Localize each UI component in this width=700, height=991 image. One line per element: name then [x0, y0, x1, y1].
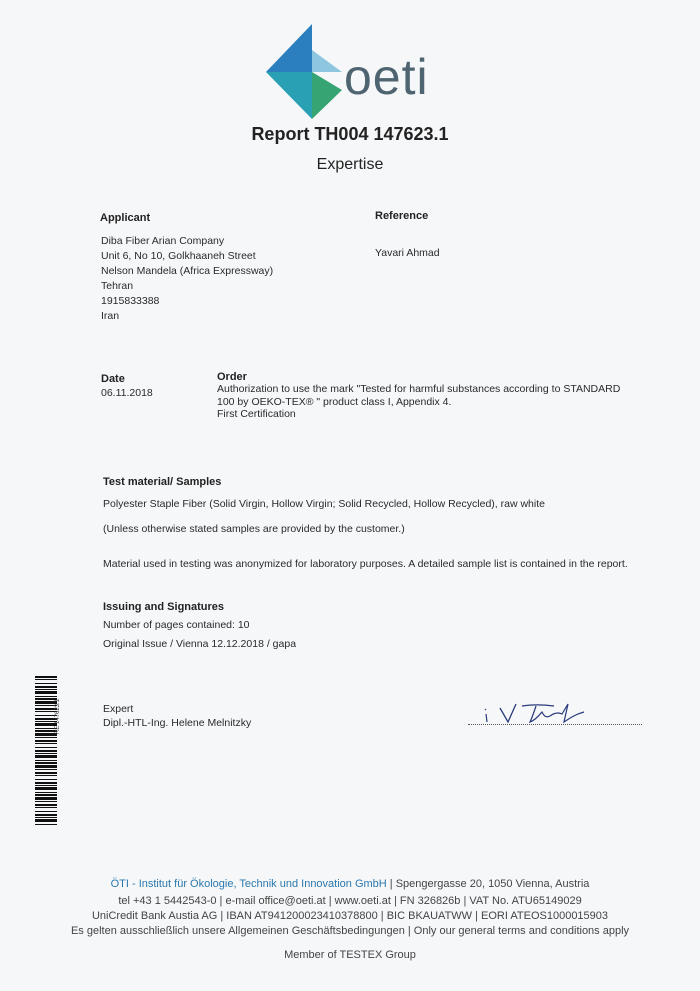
logo-wordmark: oeti — [344, 49, 429, 105]
barcode — [35, 676, 57, 826]
order-line-3: First Certification — [217, 408, 296, 420]
applicant-country: Iran — [101, 310, 120, 322]
footer-bank: UniCredit Bank Austia AG | IBAN AT941200023410378800 | BIC BKAUATWW | EORI ATEOS1000015903 — [91, 910, 609, 922]
footer-member: Member of TESTEX Group — [284, 949, 416, 961]
date-value: 06.11.2018 — [101, 387, 153, 399]
applicant-postcode: 1915833388 — [101, 295, 160, 307]
order-line-1: Authorization to use the mark "Tested for harmful substances according to STANDARD — [217, 383, 621, 395]
original-issue: Original Issue / Vienna 12.12.2018 / gapa — [103, 638, 297, 650]
footer-contact: tel +43 1 5442543-0 | e-mail office@oeti.at | www.oeti.at | FN 326826b | VAT No. ATU65149029 — [118, 895, 582, 907]
barcode-label: RE 147623.1 — [55, 698, 61, 734]
applicant-label: Applicant — [100, 212, 151, 224]
pages-count: Number of pages contained: 10 — [103, 619, 250, 631]
signature-line — [468, 724, 642, 725]
report-title: Report TH004 147623.1 — [251, 124, 449, 144]
anonymized-note: Material used in testing was anonymized for laboratory purposes. A detailed sample list is contained in the report. — [103, 558, 628, 570]
applicant-city: Tehran — [101, 280, 134, 292]
expert-signature — [480, 700, 590, 726]
order-line-2: 100 by OEKO-TEX® " product class I, Appendix 4. — [217, 395, 452, 408]
applicant-street: Unit 6, No 10, Golkhaaneh Street — [101, 250, 256, 262]
issuing-label: Issuing and Signatures — [103, 601, 225, 613]
report-subtitle: Expertise — [316, 156, 384, 173]
applicant-address — [101, 234, 273, 324]
expert-label: Expert — [103, 703, 134, 715]
applicant-company: Diba Fiber Arian Company — [101, 235, 225, 247]
footer-institute-line — [0, 876, 700, 892]
reference-value: Yavari Ahmad — [375, 247, 440, 259]
footer-terms: Es gelten ausschließlich unsere Allgemeinen Geschäftsbedingungen | Only our general terms and conditions apply — [70, 925, 630, 937]
expert-name: Dipl.-HTL-Ing. Helene Melnitzky — [103, 717, 252, 729]
samples-note: (Unless otherwise stated samples are provided by the customer.) — [103, 523, 405, 535]
applicant-district: Nelson Mandela (Africa Expressway) — [101, 265, 274, 277]
institute-address: | Spengergasse 20, 1050 Vienna, Austria — [386, 878, 590, 890]
test-material-label: Test material/ Samples — [103, 476, 222, 488]
order-text — [217, 383, 657, 421]
institute-name: ÖTI - Institut für Ökologie, Technik und Innovation GmbH — [110, 878, 387, 890]
order-label: Order — [217, 371, 247, 383]
reference-label: Reference — [375, 210, 429, 222]
test-material-description: Polyester Staple Fiber (Solid Virgin, Hollow Virgin; Solid Recycled, Hollow Recycled), raw white — [103, 498, 545, 510]
date-label: Date — [101, 373, 125, 385]
